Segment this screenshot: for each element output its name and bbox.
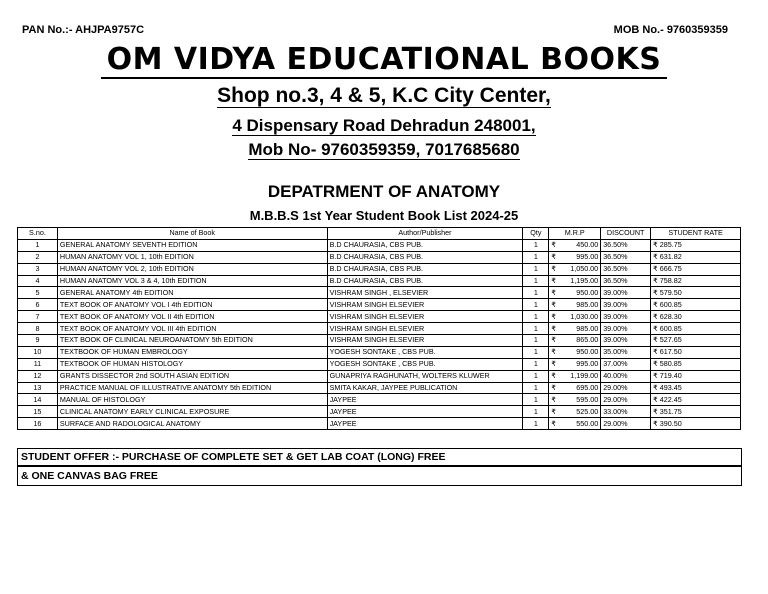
cell-student-rate: ₹ 631.82 [651,251,741,263]
table-row [18,370,741,382]
col-header-mrp: M.R.P [549,228,601,240]
cell-discount: 36.50% [601,275,651,287]
rupee-symbol: ₹ [551,240,556,250]
cell-mrp [549,418,601,430]
cell-discount: 33.00% [601,406,651,418]
cell-discount: 40.00% [601,370,651,382]
cell-sno: 3 [18,263,58,275]
mrp-amount: 595.00 [576,394,599,404]
rupee-symbol: ₹ [551,287,556,297]
table-row [18,239,741,251]
cell-qty: 1 [523,275,549,287]
cell-book-name: TEXT BOOK OF ANATOMY VOL I 4th EDITION [57,299,327,311]
cell-student-rate: ₹ 628.30 [651,311,741,323]
book-list-table [17,227,741,430]
mrp-amount: 865.00 [576,335,599,345]
cell-sno: 9 [18,335,58,347]
cell-sno: 12 [18,370,58,382]
cell-author: JAYPEE [327,406,523,418]
rupee-symbol: ₹ [551,276,556,285]
cell-sno: 11 [18,358,58,370]
col-header-qty: Qty [523,228,549,240]
cell-book-name: TEXT BOOK OF ANATOMY VOL III 4th EDITION [57,323,327,335]
mrp-amount: 525.00 [576,406,599,416]
rupee-symbol: ₹ [551,335,556,345]
cell-qty: 1 [523,382,549,394]
cell-author: B.D CHAURASIA, CBS PUB. [327,251,523,263]
cell-author: VISHRAM SINGH ELSEVIER [327,323,523,335]
table-row [18,323,741,335]
col-header-sno: S.no. [18,228,58,240]
cell-book-name: HUMAN ANATOMY VOL 1, 10th EDITION [57,251,327,263]
table-row [18,263,741,275]
cell-student-rate: ₹ 390.50 [651,418,741,430]
cell-qty: 1 [523,287,549,299]
mrp-amount: 950.00 [576,347,599,357]
department-title: DEPATRMENT OF ANATOMY [267,182,501,201]
rupee-symbol: ₹ [551,347,556,357]
cell-book-name: TEXTBOOK OF HUMAN EMBROLOGY [57,346,327,358]
mrp-amount: 985.00 [576,323,599,333]
cell-book-name: PRACTICE MANUAL OF ILLUSTRATIVE ANATOMY 5th EDITION [57,382,327,394]
cell-author: B.D CHAURASIA, CBS PUB. [327,275,523,287]
table-row [18,251,741,263]
cell-mrp [549,311,601,323]
cell-author: YOGESH SONTAKE , CBS PUB. [327,358,523,370]
cell-student-rate: ₹ 600.85 [651,323,741,335]
cell-mrp [549,263,601,275]
cell-qty: 1 [523,263,549,275]
cell-student-rate: ₹ 758.82 [651,275,741,287]
cell-sno: 1 [18,239,58,251]
cell-book-name: HUMAN ANATOMY VOL 3 & 4, 10th EDITION [57,275,327,287]
cell-discount: 39.00% [601,311,651,323]
col-header-discount: DISCOUNT [601,228,651,240]
address-line-1-text: Shop no.3, 4 & 5, K.C City Center, [217,84,551,107]
table-row [18,299,741,311]
cell-author: GUNAPRIYA RAGHUNATH, WOLTERS KLUWER [327,370,523,382]
cell-mrp [549,239,601,251]
cell-sno: 6 [18,299,58,311]
mrp-amount: 950.00 [576,287,599,297]
cell-book-name: MANUAL OF HISTOLOGY [57,394,327,406]
cell-mrp [549,275,601,287]
mrp-amount: 695.00 [576,383,599,393]
table-row [18,358,741,370]
cell-author: VISHRAM SINGH ELSEVIER [327,335,523,347]
cell-book-name: CLINICAL ANATOMY EARLY CLINICAL EXPOSURE [57,406,327,418]
cell-mrp [549,394,601,406]
mrp-amount: 995.00 [576,359,599,369]
address-line-3-text: Mob No- 9760359359, 7017685680 [248,140,520,159]
table-header-row [18,228,741,240]
cell-book-name: GENERAL ANATOMY SEVENTH EDITION [57,239,327,251]
cell-discount: 36.50% [601,263,651,275]
cell-student-rate: ₹ 351.75 [651,406,741,418]
cell-student-rate: ₹ 580.85 [651,358,741,370]
cell-discount: 36.50% [601,251,651,263]
cell-mrp [549,358,601,370]
table-row [18,335,741,347]
book-list-title: M.B.B.S 1st Year Student Book List 2024-25 [249,208,519,223]
mrp-amount: 550.00 [576,418,599,428]
rupee-symbol: ₹ [551,383,556,393]
cell-qty: 1 [523,370,549,382]
cell-mrp [549,335,601,347]
cell-qty: 1 [523,418,549,430]
cell-book-name: TEXT BOOK OF CLINICAL NEUROANATOMY 5th EDITION [57,335,327,347]
cell-author: B.D CHAURASIA, CBS PUB. [327,239,523,251]
cell-sno: 4 [18,275,58,287]
cell-sno: 5 [18,287,58,299]
cell-qty: 1 [523,251,549,263]
cell-sno: 15 [18,406,58,418]
table-row [18,418,741,430]
mrp-amount: 1,050.00 [570,264,599,274]
student-offer-line-2: & ONE CANVAS BAG FREE [17,466,742,486]
cell-mrp [549,299,601,311]
col-header-name: Name of Book [57,228,327,240]
cell-student-rate: ₹ 527.65 [651,335,741,347]
cell-qty: 1 [523,358,549,370]
cell-book-name: GRANTS DISSECTOR 2nd SOUTH ASIAN EDITION [57,370,327,382]
cell-author: VISHRAM SINGH ELSEVIER [327,311,523,323]
mrp-amount: 1,195.00 [570,276,599,285]
cell-book-name: TEXT BOOK OF ANATOMY VOL II 4th EDITION [57,311,327,323]
cell-discount: 39.00% [601,287,651,299]
cell-discount: 29.00% [601,394,651,406]
cell-discount: 36.50% [601,239,651,251]
cell-student-rate: ₹ 719.40 [651,370,741,382]
rupee-symbol: ₹ [551,264,556,274]
cell-author: VISHRAM SINGH ELSEVIER [327,299,523,311]
cell-student-rate: ₹ 285.75 [651,239,741,251]
cell-discount: 39.00% [601,335,651,347]
cell-book-name: GENERAL ANATOMY 4th EDITION [57,287,327,299]
rupee-symbol: ₹ [551,394,556,404]
rupee-symbol: ₹ [551,371,556,381]
cell-mrp [549,406,601,418]
rupee-symbol: ₹ [551,299,556,309]
table-row [18,346,741,358]
cell-sno: 13 [18,382,58,394]
cell-discount: 37.00% [601,358,651,370]
student-offer-line-1: STUDENT OFFER :- PURCHASE OF COMPLETE SET & GET LAB COAT (LONG) FREE [17,448,742,466]
cell-author: VISHRAM SINGH , ELSEVIER [327,287,523,299]
cell-qty: 1 [523,239,549,251]
cell-discount: 35.00% [601,346,651,358]
table-row [18,394,741,406]
cell-discount: 29.00% [601,382,651,394]
rupee-symbol: ₹ [551,406,556,416]
cell-author: SMITA KAKAR, JAYPEE PUBLICATION [327,382,523,394]
cell-discount: 39.00% [601,323,651,335]
rupee-symbol: ₹ [551,359,556,369]
rupee-symbol: ₹ [551,418,556,428]
mrp-amount: 450.00 [576,240,599,250]
table-body [18,239,741,429]
table-row [18,287,741,299]
cell-author: YOGESH SONTAKE , CBS PUB. [327,346,523,358]
cell-sno: 8 [18,323,58,335]
store-name [0,42,768,77]
cell-qty: 1 [523,323,549,335]
cell-student-rate: ₹ 617.50 [651,346,741,358]
cell-mrp [549,323,601,335]
cell-student-rate: ₹ 493.45 [651,382,741,394]
cell-student-rate: ₹ 422.45 [651,394,741,406]
address-line-1 [0,84,768,108]
rupee-symbol: ₹ [551,311,556,321]
col-header-student-rate: STUDENT RATE [651,228,741,240]
cell-discount: 39.00% [601,299,651,311]
table-row [18,382,741,394]
cell-mrp [549,251,601,263]
cell-author: B.D CHAURASIA, CBS PUB. [327,263,523,275]
cell-sno: 2 [18,251,58,263]
table-row [18,406,741,418]
mrp-amount: 1,199.00 [570,371,599,381]
cell-qty: 1 [523,335,549,347]
table-row [18,275,741,287]
cell-sno: 7 [18,311,58,323]
cell-author: JAYPEE [327,418,523,430]
cell-sno: 14 [18,394,58,406]
mrp-amount: 985.00 [576,299,599,309]
cell-book-name: TEXTBOOK OF HUMAN HISTOLOGY [57,358,327,370]
rupee-symbol: ₹ [551,252,556,262]
cell-mrp [549,370,601,382]
cell-student-rate: ₹ 666.75 [651,263,741,275]
cell-qty: 1 [523,394,549,406]
mobile-number: MOB No.- 9760359359 [613,24,728,36]
col-header-author: Author/Publisher [327,228,523,240]
cell-book-name: HUMAN ANATOMY VOL 2, 10th EDITION [57,263,327,275]
cell-qty: 1 [523,299,549,311]
cell-qty: 1 [523,406,549,418]
address-line-2 [0,116,768,136]
cell-student-rate: ₹ 600.85 [651,299,741,311]
cell-qty: 1 [523,346,549,358]
mrp-amount: 1,030.00 [570,311,599,321]
cell-author: JAYPEE [327,394,523,406]
cell-book-name: SURFACE AND RADOLOGICAL ANATOMY [57,418,327,430]
cell-mrp [549,382,601,394]
mrp-amount: 995.00 [576,252,599,262]
cell-sno: 10 [18,346,58,358]
address-line-3 [0,140,768,160]
cell-mrp [549,287,601,299]
cell-student-rate: ₹ 579.50 [651,287,741,299]
table-row [18,311,741,323]
pan-number: PAN No.:- AHJPA9757C [22,24,145,36]
cell-qty: 1 [523,311,549,323]
cell-discount: 29.00% [601,418,651,430]
address-line-2-text: 4 Dispensary Road Dehradun 248001, [232,116,536,135]
cell-sno: 16 [18,418,58,430]
cell-mrp [549,346,601,358]
rupee-symbol: ₹ [551,323,556,333]
store-name-text: OM VIDYA EDUCATIONAL BOOKS [101,42,668,79]
